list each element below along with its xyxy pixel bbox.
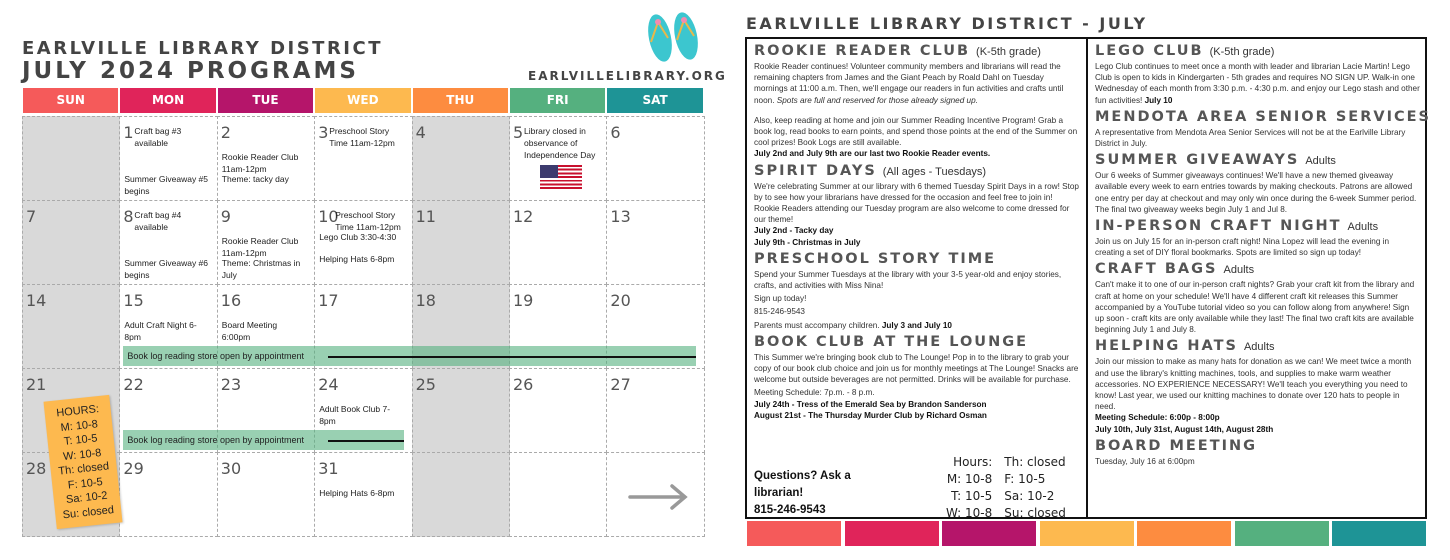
hours-line: HOURS: bbox=[55, 403, 100, 420]
hours-table bbox=[946, 454, 1066, 522]
paragraph-text: Rookie Reader continues! Volunteer community members and librarians will read the remaining chapters from James and the Giant Peach by Roald Dahl on Tuesday mornings at 11:00 a.m. Then, we'll engage our readers in fun activities and crafts until noon. bbox=[754, 62, 1064, 105]
day-header-wed: WED bbox=[315, 88, 410, 113]
section-heading bbox=[754, 251, 1079, 267]
paragraph-text: July 2nd and July 9th are our last two Rookie Reader events. bbox=[754, 149, 991, 159]
hours-entry: Sa: 10-2 bbox=[1004, 489, 1055, 503]
event-text: Summer Giveaway #5 begins bbox=[124, 174, 209, 196]
questions-line: Questions? Ask a bbox=[754, 470, 851, 482]
paragraph-text: Join our mission to make as many hats for donation as we can! We meet twice a month and use the library's knitting machines, tools, and supplies to make warm weather accessories. NO EXPERIENCE NECESSARY! We'll teach you everything you need to know! Last year, we used our knitting machines to donate over 120 hats to people in need. bbox=[1095, 357, 1412, 412]
bar-label: Book log reading store open by appointment bbox=[127, 435, 305, 445]
section-paragraph bbox=[1095, 424, 1420, 435]
calendar-day-cell[interactable] bbox=[509, 200, 607, 285]
day-number: 18 bbox=[415, 291, 436, 310]
event-text: Board Meeting 6:00pm bbox=[221, 320, 278, 342]
calendar-day-cell[interactable] bbox=[509, 452, 607, 537]
calendar-day-cell[interactable] bbox=[509, 368, 607, 453]
color-block bbox=[747, 521, 841, 546]
bar-label: Book log reading store open by appointment bbox=[127, 351, 305, 361]
event-text: Summer Giveaway #6 begins bbox=[124, 258, 209, 280]
day-header-thu: THU bbox=[413, 88, 508, 113]
day-number: 13 bbox=[610, 207, 631, 226]
section-paragraph bbox=[1095, 412, 1420, 423]
day-number: 1 bbox=[123, 123, 134, 142]
bar-line bbox=[328, 440, 403, 442]
section-paragraph bbox=[754, 269, 1079, 291]
paragraph-bold: July 10 bbox=[1144, 95, 1173, 105]
section-paragraph bbox=[1095, 170, 1420, 215]
hours-entry: Th: closed bbox=[1004, 455, 1066, 469]
day-number: 16 bbox=[220, 291, 242, 310]
section-heading-text: ROOKIE READER CLUB bbox=[754, 43, 971, 59]
hours-entry: Su: closed bbox=[1004, 506, 1066, 520]
section-heading-text: PRESCHOOL STORY TIME bbox=[754, 250, 997, 267]
column-divider bbox=[1086, 37, 1088, 519]
paragraph-text: Sign up today! bbox=[754, 294, 807, 304]
section-paragraph bbox=[754, 387, 1079, 398]
event-text: Theme: tacky day bbox=[221, 174, 289, 184]
hours-line: T: 10-5 bbox=[63, 432, 99, 448]
section-paragraph bbox=[1095, 127, 1420, 149]
section-subtitle: Adults bbox=[1305, 155, 1336, 168]
calendar-day-cell[interactable] bbox=[217, 116, 315, 201]
calendar-day-cell[interactable] bbox=[22, 284, 120, 369]
hours-entry: T: 10-5 bbox=[951, 489, 993, 503]
color-block bbox=[845, 521, 939, 546]
calendar-day-cell[interactable] bbox=[412, 452, 510, 537]
section-paragraph bbox=[1095, 236, 1420, 258]
calendar-day-cell[interactable] bbox=[606, 368, 704, 453]
calendar-day-cell[interactable] bbox=[119, 452, 217, 537]
section-helping-hats bbox=[1095, 338, 1420, 434]
event-text: Adult Book Club 7-8pm bbox=[319, 404, 391, 426]
section-heading-text: CRAFT BAGS bbox=[1095, 261, 1218, 278]
section-spirit-days bbox=[754, 163, 1079, 248]
section-mendota-area-senior-services bbox=[1095, 108, 1431, 149]
section-subtitle: Adults bbox=[1223, 264, 1255, 277]
color-block bbox=[1332, 521, 1426, 546]
paragraph-text: Also, keep reading at home and join our Summer Reading Incentive Program! Grab a book log, read books to earn points, and spend those points at the end of the Summer on cool prizes! Book Logs are still available. bbox=[754, 115, 1078, 148]
hours-line: Sa: 10-2 bbox=[65, 489, 109, 506]
section-paragraph bbox=[754, 181, 1079, 226]
section-paragraph bbox=[1095, 61, 1420, 106]
day-number: 27 bbox=[610, 375, 631, 394]
event-text: Craft bag #3 available bbox=[134, 126, 182, 148]
day-number: 19 bbox=[513, 291, 534, 310]
section-heading bbox=[754, 334, 1079, 350]
section-heading bbox=[1095, 218, 1420, 234]
section-paragraph bbox=[1095, 456, 1420, 467]
paragraph-text: July 2nd - Tacky day bbox=[754, 226, 834, 236]
section-paragraph bbox=[754, 399, 1079, 410]
day-number: 22 bbox=[123, 375, 144, 394]
section-paragraph bbox=[754, 352, 1079, 386]
event-text: Rookie Reader Club 11am-12pm bbox=[221, 152, 299, 174]
section-paragraph bbox=[754, 306, 1079, 317]
day-number: 21 bbox=[26, 375, 47, 394]
hours-entry: M: 10-8 bbox=[946, 472, 993, 486]
day-number: 8 bbox=[123, 207, 134, 226]
section-paragraph bbox=[754, 115, 1079, 149]
newsletter-column-right bbox=[1095, 40, 1431, 467]
day-header-fri: FRI bbox=[510, 88, 605, 113]
hours-entry: F: 10-5 bbox=[1004, 472, 1046, 486]
day-header-mon: MON bbox=[120, 88, 215, 113]
day-number: 29 bbox=[123, 459, 144, 478]
day-number: 30 bbox=[220, 459, 242, 478]
day-header-sat: SAT bbox=[607, 88, 702, 113]
section-in-person-craft-night bbox=[1095, 218, 1420, 258]
color-block bbox=[1040, 521, 1134, 546]
section-paragraph bbox=[754, 237, 1079, 248]
book-log-bar bbox=[123, 346, 695, 366]
event-text: Preschool Story Time 11am-12pm bbox=[329, 126, 395, 148]
calendar-day-cell[interactable] bbox=[412, 116, 510, 201]
hours-line: Su: closed bbox=[62, 503, 115, 521]
calendar-day-cell[interactable] bbox=[606, 200, 704, 285]
section-paragraph bbox=[754, 148, 1079, 159]
section-heading bbox=[754, 43, 1079, 59]
calendar-day-cell[interactable] bbox=[119, 116, 217, 201]
paragraph-text: Tuesday, July 16 at 6:00pm bbox=[1095, 456, 1195, 466]
section-heading-text: BOARD MEETING bbox=[1095, 437, 1258, 454]
section-paragraph bbox=[1095, 356, 1420, 412]
hours-entry: W: 10-8 bbox=[946, 506, 993, 520]
section-heading bbox=[1095, 108, 1431, 125]
paragraph-text: Join us on July 15 for an in-person craft night! Nina Lopez will lead the evening in creating a set of DIY floral bookmarks. Spots are limited so sign up today! bbox=[1095, 237, 1390, 258]
paragraph-text: Can't make it to one of our in-person craft nights? Grab your craft kit from the library and craft at home on your schedule! We'll have 4 different craft kit releases this Summer accompanied by a YouTube tutorial video so you can follow along from anywhere! Sign up soon - craft kits are only available while they last! The final two craft kits are available beginning July 1 and July 8. bbox=[1095, 280, 1415, 335]
section-summer-giveaways bbox=[1095, 152, 1420, 215]
hours-line: Th: closed bbox=[57, 460, 110, 478]
hours-line: W: 10-8 bbox=[62, 446, 102, 463]
section-board-meeting bbox=[1095, 438, 1420, 467]
paragraph-text: July 9th - Christmas in July bbox=[754, 237, 861, 247]
day-number: 10 bbox=[318, 207, 339, 226]
newsletter-column-left bbox=[754, 40, 1079, 421]
calendar-day-cell[interactable] bbox=[22, 116, 120, 201]
day-number: 11 bbox=[415, 207, 436, 226]
day-number: 6 bbox=[610, 123, 621, 142]
paragraph-text: Meeting Schedule: 7p.m. - 8 p.m. bbox=[754, 388, 875, 398]
event-text: Theme: Christmas in July bbox=[221, 258, 301, 280]
day-number: 28 bbox=[26, 459, 47, 478]
event-text: Helping Hats 6-8pm bbox=[319, 254, 395, 264]
paragraph-text: We're celebrating Summer at our library with 6 themed Tuesday Spirit Days in a row! Stop by to see how your librarians have dressed for the occasion and feel free to join in! Rookie Readers attending our Tuesday program are also welcome to come dressed for our theme! bbox=[754, 181, 1079, 225]
section-lego-club bbox=[1095, 43, 1420, 106]
calendar-title-district: EARLVILLE LIBRARY DISTRICT bbox=[22, 38, 383, 59]
section-paragraph bbox=[754, 61, 1079, 106]
paragraph-text: July 24th - Tress of the Emerald Sea by Brandon Sanderson bbox=[754, 399, 987, 409]
section-heading-text: SPIRIT DAYS bbox=[754, 162, 877, 179]
section-heading-text: MENDOTA AREA SENIOR SERVICES bbox=[1095, 108, 1431, 125]
day-number: 7 bbox=[26, 207, 37, 226]
paragraph-bold: July 3 and July 10 bbox=[881, 320, 952, 330]
color-block bbox=[1235, 521, 1329, 546]
calendar-day-cell[interactable] bbox=[22, 200, 120, 285]
questions-contact bbox=[754, 468, 851, 519]
section-subtitle: (K-5th grade) bbox=[1209, 46, 1275, 58]
paragraph-text: Parents must accompany children. bbox=[754, 320, 882, 330]
section-heading bbox=[1095, 152, 1420, 168]
section-paragraph bbox=[1095, 279, 1420, 335]
section-subtitle: (K-5th grade) bbox=[976, 46, 1041, 58]
section-heading-text: HELPING HATS bbox=[1095, 338, 1238, 355]
day-number: 12 bbox=[513, 207, 534, 226]
section-heading bbox=[1095, 43, 1420, 59]
event-text: Adult Craft Night 6-8pm bbox=[124, 320, 197, 342]
section-craft-bags bbox=[1095, 261, 1420, 335]
day-header-sun: SUN bbox=[23, 88, 118, 113]
section-subtitle: (All ages - Tuesdays) bbox=[882, 165, 987, 178]
section-rookie-reader-club bbox=[754, 43, 1079, 160]
section-book-club-at-the-lounge bbox=[754, 334, 1079, 421]
section-heading-text: LEGO CLUB bbox=[1095, 43, 1204, 59]
hours-entry: Hours: bbox=[953, 455, 993, 469]
day-number: 20 bbox=[610, 291, 631, 310]
day-number: 9 bbox=[220, 207, 231, 226]
calendar-day-cell[interactable] bbox=[119, 200, 217, 285]
day-number: 17 bbox=[318, 291, 339, 310]
calendar-day-cell[interactable] bbox=[314, 452, 412, 537]
event-text: Craft bag #4 available bbox=[134, 210, 182, 232]
phone-number[interactable]: 815-246-9543 bbox=[754, 504, 826, 516]
event-text: Rookie Reader Club 11am-12pm bbox=[221, 236, 299, 258]
calendar-day-cell[interactable] bbox=[412, 368, 510, 453]
day-number: 5 bbox=[513, 123, 524, 142]
paragraph-text: This Summer we're bringing book club to The Lounge! Pop in to the library to grab your copy of our book club choice and join us for monthly meetings at The Lounge! Snacks are welcome but outside beverages are not permitted. Drinks will be available for purchase. bbox=[754, 352, 1079, 385]
calendar-day-cell[interactable] bbox=[314, 200, 412, 285]
hours-line: M: 10-8 bbox=[60, 417, 99, 434]
section-heading bbox=[754, 163, 1079, 179]
paragraph-text: Meeting Schedule: 6:00p - 8:00p bbox=[1095, 413, 1220, 423]
hours-sticky-note bbox=[43, 395, 122, 529]
website-link[interactable]: EARLVILLELIBRARY.ORG bbox=[528, 69, 727, 83]
event-text: Library closed in observance of Independence Day bbox=[524, 126, 596, 160]
event-text: Preschool Story Time 11am-12pm bbox=[335, 210, 401, 232]
book-log-bar bbox=[123, 430, 403, 450]
bar-line bbox=[328, 356, 695, 358]
section-paragraph bbox=[754, 225, 1079, 236]
us-flag-icon bbox=[540, 165, 582, 189]
calendar-day-cell[interactable] bbox=[412, 200, 510, 285]
day-number: 4 bbox=[415, 123, 426, 142]
paragraph-text: August 21st - The Thursday Murder Club by Richard Osman bbox=[754, 410, 987, 420]
day-number: 31 bbox=[318, 459, 339, 478]
paragraph-text: July 10th, July 31st, August 14th, August 28th bbox=[1095, 424, 1274, 434]
day-number: 14 bbox=[26, 291, 47, 310]
day-number: 26 bbox=[513, 375, 534, 394]
section-paragraph bbox=[754, 410, 1079, 421]
day-number: 15 bbox=[123, 291, 144, 310]
section-paragraph bbox=[754, 320, 1079, 331]
section-paragraph bbox=[754, 293, 1079, 304]
flag-canton bbox=[540, 165, 558, 178]
calendar-title-programs: JULY 2024 PROGRAMS bbox=[22, 58, 359, 84]
section-subtitle: Adults bbox=[1243, 341, 1275, 354]
section-heading bbox=[1095, 338, 1420, 354]
paragraph-text: A representative from Mendota Area Senior Services will not be at the Earlville Library District in July. bbox=[1095, 127, 1406, 149]
day-number: 25 bbox=[415, 375, 436, 394]
section-heading-text: BOOK CLUB AT THE LOUNGE bbox=[754, 333, 1029, 350]
section-heading bbox=[1095, 261, 1420, 277]
newsletter-title: EARLVILLE LIBRARY DISTRICT - JULY bbox=[746, 14, 1148, 33]
paragraph-text: Lego Club continues to meet once a month with leader and librarian Lacie Martin! Lego Club is open to kids in Kindergarten - 5th grades and requires NO SIGN UP. Walk-in one Wednesday of each month from 3:30 p.m. - 4:30 p.m. and enjoy our Lego stash and other fun activities! bbox=[1095, 62, 1420, 105]
calendar-day-cell[interactable] bbox=[606, 116, 704, 201]
arrow-right-icon[interactable] bbox=[628, 482, 690, 512]
day-number: 3 bbox=[318, 123, 329, 142]
calendar-day-cell[interactable] bbox=[314, 116, 412, 201]
calendar-day-cell[interactable] bbox=[509, 116, 607, 201]
paragraph-text: 815-246-9543 bbox=[754, 307, 805, 317]
section-preschool-story-time bbox=[754, 251, 1079, 331]
calendar-day-cell[interactable] bbox=[217, 200, 315, 285]
section-heading-text: SUMMER GIVEAWAYS bbox=[1095, 152, 1300, 169]
day-number: 23 bbox=[220, 375, 242, 394]
paragraph-text: Our 6 weeks of Summer giveaways continues! We'll have a new themed giveaway available every week to earn entries towards by making checkouts. Patrons are allowed one entry per day at checkout and may only win once during the 6-week Summer period. The final two giveaway weeks begin July 1 and Jul 8. bbox=[1095, 171, 1417, 214]
flip-flops-icon bbox=[642, 8, 704, 70]
paragraph-text: Spend your Summer Tuesdays at the library with your 3-5 year-old and enjoy stories, crafts, and activities with Miss Nina! bbox=[754, 269, 1062, 291]
day-header-tue: TUE bbox=[218, 88, 313, 113]
paragraph-italic: Spots are full and reserved for those already signed up. bbox=[776, 95, 978, 105]
section-heading bbox=[1095, 438, 1420, 454]
color-block bbox=[1137, 521, 1231, 546]
day-number: 2 bbox=[220, 123, 231, 142]
event-text: Lego Club 3:30-4:30 bbox=[319, 232, 397, 242]
color-block bbox=[942, 521, 1036, 546]
event-text: Helping Hats 6-8pm bbox=[319, 488, 395, 498]
section-heading-text: IN-PERSON CRAFT NIGHT bbox=[1095, 218, 1342, 235]
calendar-day-cell[interactable] bbox=[217, 452, 315, 537]
day-number: 24 bbox=[318, 375, 339, 394]
section-subtitle: Adults bbox=[1347, 221, 1379, 234]
hours-line: F: 10-5 bbox=[67, 475, 104, 492]
questions-line: librarian! bbox=[754, 487, 804, 499]
